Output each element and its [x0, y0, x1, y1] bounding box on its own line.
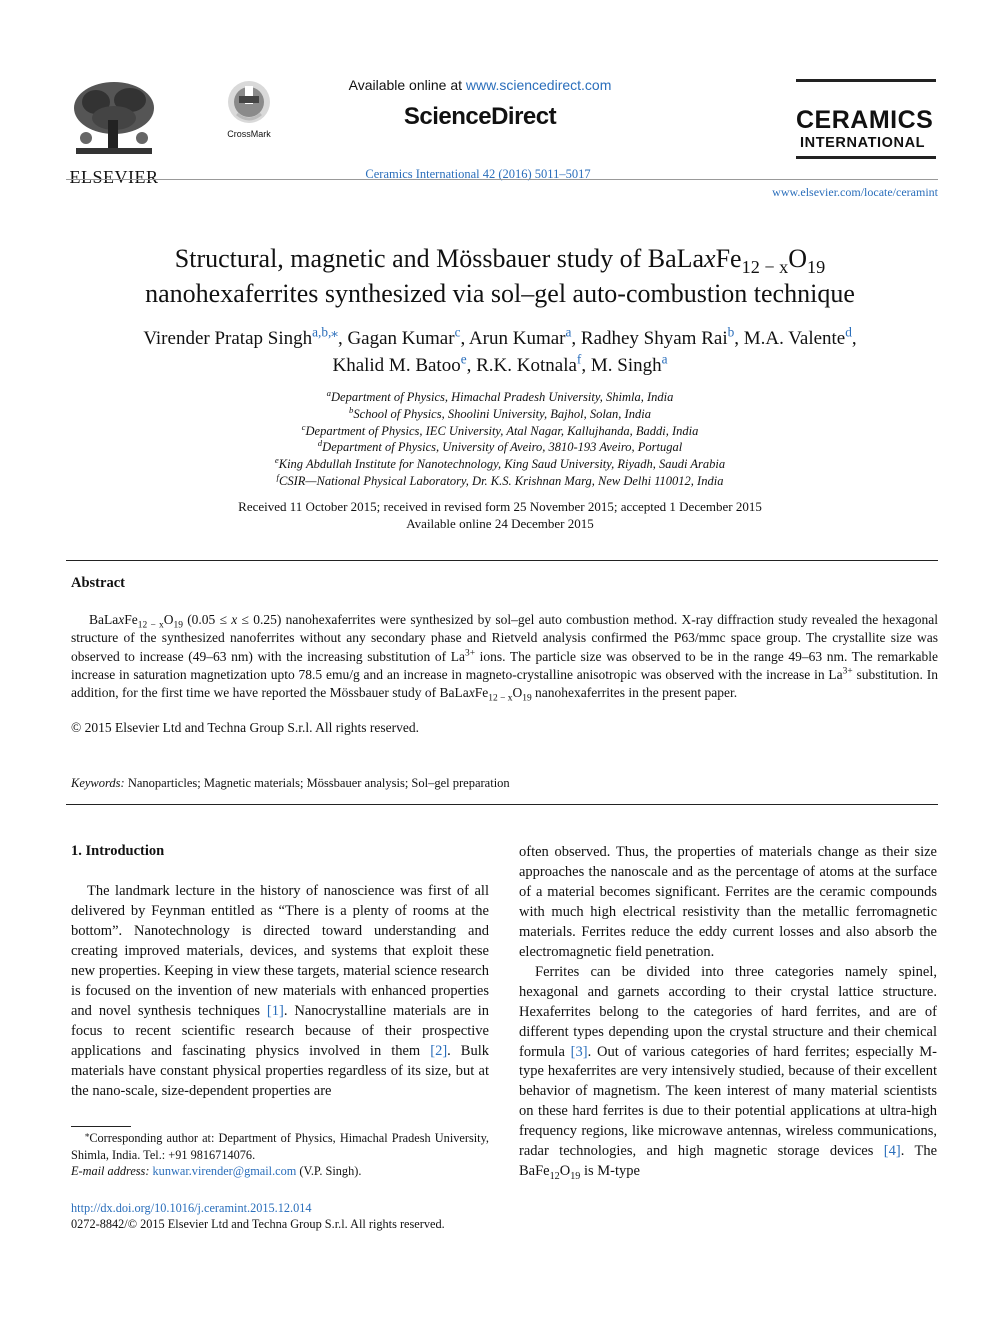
title-x: x — [704, 244, 716, 273]
keywords-text: Nanoparticles; Magnetic materials; Mössbauer analysis; Sol–gel preparation — [124, 776, 510, 790]
intro-paragraph-1: The landmark lecture in the history of nanoscience was first of all delivered by Feynman entitled as “There is a plenty of rooms at the bottom”. Nanotechnology is directed toward understanding and creating improved materials, devices, and systems that exploit these new properties. Keeping in view these targets, material science research is focused on the invention of new materials with enhanced properties and novel synthesis techniques [1]. Nanocrystalline materials are in focus to recent scientific research because of their prospective applications and fascinating physics involved in them [2]. Bulk materials have constant physical properties regardless of its size, but at the nano-scale, size-dependent properties are — [71, 883, 489, 1099]
author-list — [60, 325, 940, 379]
ref-2-link[interactable]: [2] — [430, 1042, 448, 1059]
affiliation-f: $^f$CSIR—National Physical Laboratory, Dr. K.S. Krishnan Marg, New Delhi 110012, India — [276, 471, 724, 488]
abstract-bottom-rule — [66, 804, 938, 805]
ref-4-link[interactable]: [4] — [883, 1143, 901, 1160]
author-line-1-tail: , — [851, 328, 857, 349]
journal-logo-line2: INTERNATIONAL — [800, 135, 926, 151]
affiliation-e: $^e$King Abdullah Institute for Nanotechnology, King Saud University, Riyadh, Saudi Arabia — [274, 455, 726, 472]
elsevier-tree-icon — [66, 78, 162, 164]
article-title — [60, 241, 940, 311]
abstract-body: $BaLaxFe_{12 - x}O_{19}$ (0.05 ≤ x ≤ 0.25) nanohexaferrites were synthesized by sol–gel auto combustion method. X-ray diffraction study revealed the hexagonal structure of the synthesized nanoferrites without any secondary phase and Rietveld analysis confirmed the P63/mmc space group. The crystallite size was observed to increase (49–63 nm) with the increasing substitution of $La^{3+}$ ions. The particle size was observed to be in the range 49–63 nm. The remarkable increase in saturation magnetization upto 78.5 emu/g and an increase in magneto-crystalline anisotropic was observed with the increase in $La^{3+}$ substitution. In addition, for the first time we have reported the Mössbauer study of $BaLaxFe_{12 - x}O_{19}$ nanohexaferrites in the present paper. — [71, 612, 939, 704]
footnote-corresponding: Corresponding author at: Department of Physics, Himachal Pradesh University, Shimla, India. Tel.: +91 9816714076. — [71, 1131, 489, 1162]
ref-1-link[interactable]: [1] — [266, 1002, 284, 1019]
footnote-rule — [71, 1126, 131, 1127]
section-heading-introduction: 1. Introduction — [71, 843, 165, 859]
crossmark-label: CrossMark — [227, 129, 271, 139]
journal-url[interactable]: www.elsevier.com/locate/ceramint — [772, 185, 938, 199]
keywords — [71, 776, 938, 791]
title-fe: Fe — [715, 244, 742, 273]
affiliation-d: $^d$Department of Physics, University of Aveiro, 3810-193 Aveiro, Portugal — [317, 438, 683, 455]
author-3[interactable]: , Arun Kumar$^a$ — [460, 324, 572, 349]
author-5[interactable]: , M.A. Valente$^d$ — [734, 324, 852, 349]
crossmark-badge[interactable] — [220, 80, 278, 140]
affiliation-a: $^a$Department of Physics, Himachal Pradesh University, Shimla, India — [326, 387, 674, 404]
sciencedirect-logo: ScienceDirect — [403, 103, 557, 130]
title-o-sub: 19 — [807, 257, 826, 278]
abstract-heading: Abstract — [71, 575, 125, 591]
author-2[interactable]: , Gagan Kumar$^c$ — [337, 324, 461, 349]
journal-citation[interactable]: Ceramics International 42 (2016) 5011–5017 — [365, 167, 591, 181]
ref-3-link[interactable]: [3] — [570, 1043, 588, 1060]
available-online — [300, 77, 660, 93]
doi-link[interactable]: http://dx.doi.org/10.1016/j.ceramint.2015.12.014 — [71, 1201, 312, 1215]
footnote-mark: ⁎ — [85, 1128, 90, 1139]
author-line-1 — [60, 325, 940, 352]
author-line-2 — [60, 352, 940, 379]
author-4[interactable]: , Radhey Shyam Rai$^b$ — [571, 324, 735, 349]
author-7[interactable]: , R.K. Kotnala$^f$ — [466, 351, 582, 376]
dates-available: Available online 24 December 2015 — [406, 516, 594, 531]
title-o: O — [788, 244, 808, 273]
author-6[interactable]: Khalid M. Batoo$^e$ — [332, 351, 467, 376]
abstract-copyright: © 2015 Elsevier Ltd and Techna Group S.r.l. All rights reserved. — [71, 720, 419, 735]
sciencedirect-url-link[interactable]: www.sciencedirect.com — [465, 77, 612, 93]
title-line-2: nanohexaferrites synthesized via sol–gel auto-combustion technique — [145, 279, 855, 308]
journal-logo-line1: CERAMICS — [796, 106, 934, 134]
title-fe-sub: 12 − x — [741, 257, 789, 278]
footnote: ⁎Corresponding author at: Department of Physics, Himachal Pradesh University, Shimla, India. Tel.: +91 9816714076. E-mail address: kunwar.virender@gmail.com (V.P. Singh). — [71, 1128, 489, 1178]
author-1[interactable]: Virender Pratap Singh$^{a,b,⁎}$ — [143, 324, 338, 349]
journal-logo-top-rule — [796, 79, 936, 82]
left-column-text — [71, 882, 489, 1101]
keywords-label: Keywords: — [71, 776, 125, 790]
abstract-top-rule — [66, 560, 938, 561]
article-dates — [60, 498, 940, 532]
title-text-1: Structural, magnetic and Mössbauer study of BaLa — [174, 244, 705, 273]
affiliation-b: $^b$School of Physics, Shoolini University, Bajhol, Solan, India — [349, 404, 651, 421]
corresponding-mark[interactable]: ⁎ — [331, 324, 338, 340]
journal-logo-bottom-rule — [796, 156, 936, 159]
issn-line: 0272-8842/© 2015 Elsevier Ltd and Techna Group S.r.l. All rights reserved. — [71, 1217, 445, 1231]
email-link[interactable]: kunwar.virender@gmail.com — [152, 1164, 297, 1178]
dates-received: Received 11 October 2015; received in revised form 25 November 2015; accepted 1 December 2015 — [238, 499, 762, 514]
elsevier-logo — [66, 78, 162, 187]
right-paragraph-2: Ferrites can be divided into three categories namely spinel, hexagonal and garnets according to their crystal lattice structure. Hexaferrites belong to the categories of hard ferrites, and are of different types depending upon the crystal structure and their chemical formula [3]. Out of various categories of hard ferrites; especially M-type hexaferrites are very intensively studied, because of their excellent behavior of magnetism. The keen interest of many material scientists on these hard ferrites is due to their potential applications at ultra-high frequency regions, like microwave antennas, wireless communications, radar technologies, and high magnetic storage devices [4]. The $BaFe_{12}O_{19}$ is M-type — [519, 963, 938, 1183]
right-column-text — [519, 843, 937, 1182]
author-8[interactable]: , M. Singh$^a$ — [581, 351, 668, 376]
affiliation-c: $^c$Department of Physics, IEC University, Atal Nagar, Kallujhanda, Baddi, India — [301, 421, 699, 438]
affiliations — [60, 389, 940, 490]
right-paragraph-1: often observed. Thus, the properties of materials change as their size approaches the nanoscale and as the percentage of atoms at the surface of a material becomes significant. Ferrites are the ceramic compounds with much high electrical resistivity than the metallic ferromagnetic materials. Ferrites reduce the eddy current losses and also absorb the electromagnetic field penetration. — [519, 844, 937, 960]
email-label: E-mail address: — [71, 1164, 150, 1178]
crossmark-icon — [227, 80, 271, 124]
elsevier-wordmark: ELSEVIER — [69, 167, 159, 187]
available-online-prefix: Available online at — [348, 77, 466, 93]
header-rule — [66, 179, 938, 180]
